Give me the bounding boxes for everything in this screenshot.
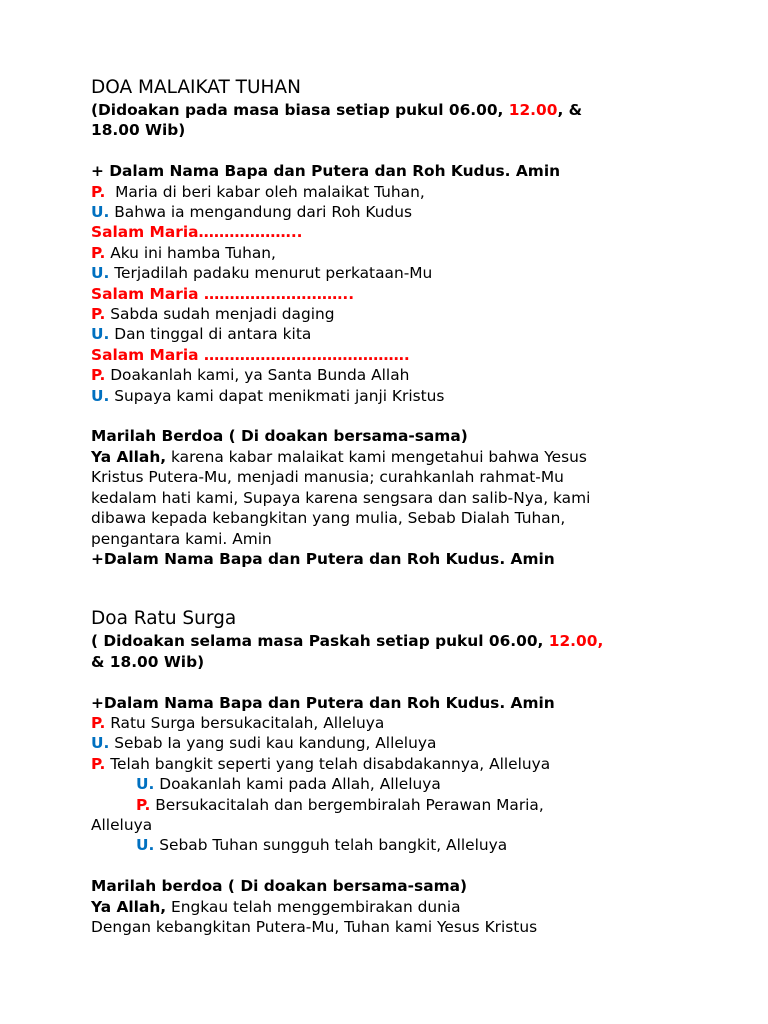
- salam-maria-line: Salam Maria ………………………..: [91, 284, 355, 303]
- section1-line-u: [91, 386, 691, 406]
- people-marker: U.: [136, 775, 155, 794]
- line-text: Maria di beri kabar oleh malaikat Tuhan,: [105, 182, 425, 201]
- salam-maria-line: Salam Maria ………………………………….: [91, 345, 410, 364]
- line-text: Aku ini hamba Tuhan,: [105, 243, 276, 262]
- spacer: [91, 406, 691, 426]
- line-text: Doakanlah kami, ya Santa Bunda Allah: [105, 366, 410, 385]
- line-text: Sebab Tuhan sungguh telah bangkit, Alleluya: [154, 836, 508, 855]
- line-text: Sebab Ia yang sudi kau kandung, Alleluya: [109, 734, 437, 753]
- priest-marker: P.: [91, 713, 106, 732]
- section2-line-continuation: Alleluya: [91, 815, 153, 834]
- section1-line-p: [91, 304, 691, 324]
- section1-closing: +Dalam Nama Bapa dan Putera dan Roh Kudus. Amin: [91, 549, 555, 568]
- section1-prayer-line: Kristus Putera-Mu, menjadi manusia; curahkanlah rahmat-Mu: [91, 468, 564, 487]
- line-text: Doakanlah kami pada Allah, Alleluya: [154, 775, 441, 794]
- spacer: [91, 141, 691, 161]
- section2-line-u: [91, 733, 691, 753]
- people-marker: U.: [136, 836, 155, 855]
- salam-maria-line: Salam Maria………………..: [91, 223, 303, 242]
- spacer: [91, 856, 691, 876]
- section1-prayer-line: [91, 447, 691, 467]
- section1-subtitle-amp: , &: [557, 101, 583, 119]
- section1-subtitle: [91, 100, 691, 120]
- section2-subtitle: [91, 631, 691, 651]
- priest-marker: P.: [91, 366, 106, 385]
- line-text: Bahwa ia mengandung dari Roh Kudus: [109, 203, 413, 222]
- section2-prayer-line: [91, 897, 691, 917]
- section2-subtitle-cont: & 18.00 Wib): [91, 652, 205, 671]
- section1-prayer-heading: Marilah Berdoa ( Di doakan bersama-sama): [91, 427, 468, 446]
- section1-subtitle-text: (Didoakan pada masa biasa setiap pukul 06.00,: [91, 101, 509, 119]
- people-marker: U.: [91, 203, 110, 222]
- line-text: Bersukacitalah dan bergembiralah Perawan Maria,: [150, 795, 544, 814]
- section1-sign-of-cross: + Dalam Nama Bapa dan Putera dan Roh Kudus. Amin: [91, 162, 561, 181]
- priest-marker: P.: [91, 243, 106, 262]
- section2-prayer-heading: Marilah berdoa ( Di doakan bersama-sama): [91, 877, 468, 896]
- section2-line-u: [91, 835, 691, 855]
- section1-line-p: [91, 243, 691, 263]
- section1-line-p: [91, 365, 691, 385]
- section2-sign-of-cross: +Dalam Nama Bapa dan Putera dan Roh Kudus. Amin: [91, 693, 555, 712]
- priest-marker: P.: [91, 305, 106, 324]
- section2-line-p: [91, 795, 691, 815]
- section1-subtitle-time-red: 12.00: [508, 101, 558, 119]
- section1-title: DOA MALAIKAT TUHAN: [91, 77, 301, 98]
- prayer-lead: Ya Allah,: [91, 897, 167, 916]
- line-text: Sabda sudah menjadi daging: [105, 305, 335, 324]
- section2-prayer-line: Dengan kebangkitan Putera-Mu, Tuhan kami Yesus Kristus: [91, 917, 538, 936]
- prayer-text: karena kabar malaikat kami mengetahui bahwa Yesus: [166, 447, 587, 466]
- section2-line-u: [91, 774, 691, 794]
- spacer: [91, 672, 691, 692]
- section1-line-u: [91, 324, 691, 344]
- line-text: Supaya kami dapat menikmati janji Kristus: [109, 386, 445, 405]
- section1-line-u: [91, 202, 691, 222]
- section2-subtitle-text: ( Didoakan selama masa Paskah setiap pukul 06.00,: [91, 632, 549, 651]
- line-text: Terjadilah padaku menurut perkataan-Mu: [109, 264, 433, 283]
- section1-subtitle-cont: 18.00 Wib): [91, 121, 186, 140]
- section2-line-p: [91, 713, 691, 733]
- line-text: Dan tinggal di antara kita: [109, 325, 312, 344]
- section2-subtitle-time-red: 12.00,: [548, 632, 604, 651]
- people-marker: U.: [91, 386, 110, 405]
- line-text: Telah bangkit seperti yang telah disabdakannya, Alleluya: [105, 754, 551, 773]
- section1-prayer-line: pengantara kami. Amin: [91, 529, 272, 548]
- section1-prayer-line: dibawa kepada kebangkitan yang mulia, Sebab Dialah Tuhan,: [91, 509, 566, 528]
- prayer-text: Engkau telah menggembirakan dunia: [166, 897, 461, 916]
- prayer-lead: Ya Allah,: [91, 447, 167, 466]
- section1-line-p: [91, 182, 691, 202]
- people-marker: U.: [91, 734, 110, 753]
- line-text: Ratu Surga bersukacitalah, Alleluya: [105, 713, 385, 732]
- priest-marker: P.: [91, 182, 106, 201]
- section1-line-u: [91, 263, 691, 283]
- section2-title: Doa Ratu Surga: [91, 608, 237, 630]
- document-page: [91, 76, 691, 937]
- priest-marker: P.: [136, 795, 151, 814]
- spacer: [91, 569, 691, 607]
- people-marker: U.: [91, 325, 110, 344]
- section1-prayer-line: kedalam hati kami, Supaya karena sengsara dan salib-Nya, kami: [91, 488, 591, 507]
- section2-line-p: [91, 754, 691, 774]
- people-marker: U.: [91, 264, 110, 283]
- priest-marker: P.: [91, 754, 106, 773]
